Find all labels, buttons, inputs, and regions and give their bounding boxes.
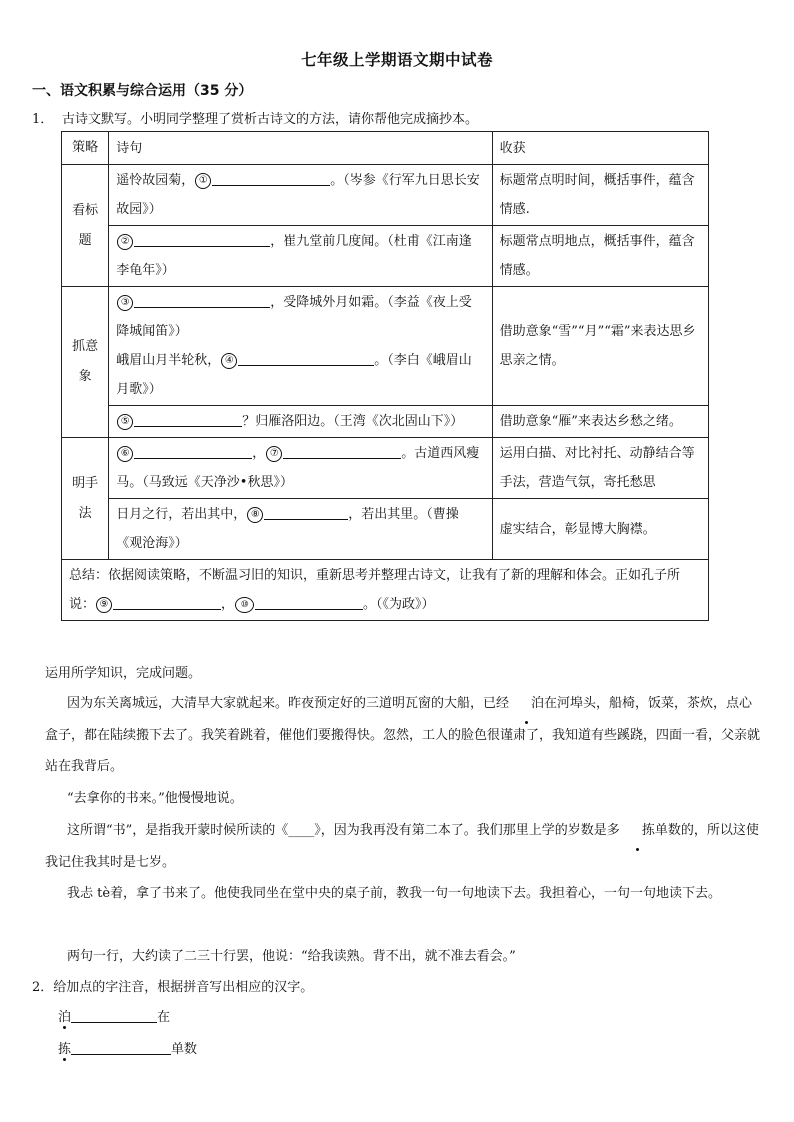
- lines-cell: 遥怜故园菊， ① 。（岑参《行军九日思长安故园》）: [109, 165, 492, 226]
- answer-blank-9[interactable]: [113, 593, 221, 610]
- answer-blank-10[interactable]: [255, 593, 363, 610]
- strategy-cell: 明手法: [62, 438, 109, 560]
- gain-cell: 借助意象“雪”“月”“霜”来表达思乡思亲之情。: [492, 287, 708, 406]
- lines-cell: ③ ，受降城外月如霜。（李益《夜上受降城闻笛》） 峨眉山月半轮秋， ④ 。（李白《峨眉山月歌》）: [109, 287, 492, 406]
- answer-blank-8[interactable]: [264, 503, 348, 520]
- gain-cell: 标题常点明时间，概括事件，蕴含情感.: [492, 165, 708, 226]
- lines-cell: ⑤ ？归雁洛阳边。（王湾《次北固山下》）: [109, 406, 492, 438]
- passage-paragraph-5: 两句一行，大约读了二三十行罢，他说：“给我读熟。背不出，就不准去看会。”: [67, 949, 516, 964]
- table-row: [62, 287, 709, 406]
- lines-cell: ⑥ ， ⑦ 。古道西风瘦马。（马致远《天净沙•秋思》）: [109, 438, 492, 499]
- pinyin-blank-1[interactable]: [71, 1007, 157, 1023]
- question-1: [32, 108, 478, 127]
- passage-prompt: 运用所学知识，完成问题。: [45, 666, 202, 681]
- summary-cell: 总结：依据阅读策略，不断温习旧的知识，重新思考并整理古诗文，让我有了新的理解和体会。正如孔子所说： ⑨ ， ⑩ 。（《为政》）: [62, 560, 709, 621]
- table-row: [62, 438, 709, 499]
- answer-blank-4[interactable]: [238, 349, 374, 366]
- pinyin-blank-2[interactable]: [71, 1039, 171, 1055]
- lines-cell: ② ，崔九堂前几度闻。（杜甫《江南逢李龟年》）: [109, 226, 492, 287]
- table-header-row: [62, 132, 709, 165]
- table-summary-row: [62, 560, 709, 621]
- pinyin-item-2: 拣 单数: [58, 1038, 197, 1057]
- dotted-char: 拣: [620, 815, 655, 847]
- dotted-char: 泊: [509, 688, 544, 720]
- answer-blank-2[interactable]: [134, 230, 270, 247]
- question-2: 2．给加点的字注音，根据拼音写出相应的汉字。: [32, 980, 314, 995]
- gain-cell: 运用白描、对比衬托、动静结合等手法，营造气氛，寄托愁思: [492, 438, 708, 499]
- strategy-cell: 看标题: [62, 165, 109, 287]
- header-lines: 诗句: [109, 132, 492, 165]
- passage-paragraph-1: 因为东关离城远，大清早大家就起来。昨夜预定好的三道明瓦窗的大船，已经 泊在河埠头，船椅，饭菜，茶炊，点心盒子，都在陆续搬下去了。我笑着跳着，催他们要搬得快。忽然，工人的脸色很谨肃了，我知道有些蹊跷，四面一看，父亲就站在我背后。: [45, 688, 761, 783]
- page-title: 七年级上学期语文期中试卷: [300, 51, 493, 69]
- section-heading: 一、语文积累与综合运用（35 分）: [32, 83, 253, 99]
- strategy-cell: 抓意象: [62, 287, 109, 438]
- table-row: [62, 499, 709, 560]
- table-row: [62, 165, 709, 226]
- table-row: [62, 226, 709, 287]
- answer-blank-6[interactable]: [134, 442, 252, 459]
- book-title-blank[interactable]: ____: [288, 823, 315, 838]
- question-number: 1．: [32, 112, 54, 127]
- table-row: [62, 406, 709, 438]
- poem-table: [61, 131, 709, 621]
- gain-cell: 标题常点明地点，概括事件，蕴含情感。: [492, 226, 708, 287]
- header-strategy: 策略: [62, 132, 109, 165]
- passage-paragraph-2: “去拿你的书来。”他慢慢地说。: [67, 791, 243, 806]
- gain-cell: 借助意象“雁”来表达乡愁之绪。: [492, 406, 708, 438]
- question-text: 古诗文默写。小明同学整理了赏析古诗文的方法，请你帮他完成摘抄本。: [62, 112, 479, 127]
- answer-blank-7[interactable]: [283, 442, 401, 459]
- answer-blank-1[interactable]: [212, 169, 330, 186]
- answer-blank-5[interactable]: [134, 410, 242, 427]
- pinyin-item-1: 泊 在: [58, 1006, 170, 1025]
- passage-paragraph-4: 我忐 tè着，拿了书来了。他使我同坐在堂中央的桌子前，教我一句一句地读下去。我担着心，一句一句地读下去。: [67, 886, 722, 901]
- gain-cell: 虚实结合，彰显博大胸襟。: [492, 499, 708, 560]
- answer-blank-3[interactable]: [134, 291, 270, 308]
- header-gain: 收获: [492, 132, 708, 165]
- lines-cell: 日月之行，若出其中， ⑧ ，若出其里。（曹操《观沧海》）: [109, 499, 492, 560]
- passage-paragraph-3: 这所谓“书”，是指我开蒙时候所读的《____》，因为我再没有第二本了。我们那里上学的岁数是多 拣单数的，所以这使我记住我其时是七岁。: [45, 815, 761, 878]
